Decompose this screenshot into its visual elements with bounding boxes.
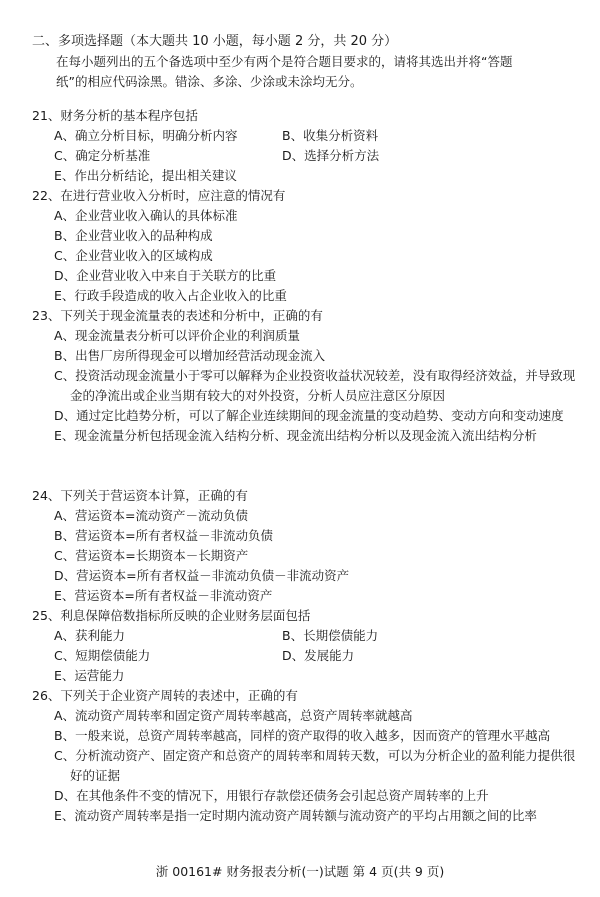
option-a: A、流动资产周转率和固定资产周转率越高，总资产周转率就越高 (54, 708, 413, 723)
option-list (32, 326, 580, 446)
question-stem: 24、下列关于营运资本计算，正确的有 (32, 488, 248, 503)
option-d: D、发展能力 (282, 648, 355, 663)
option-a: A、确立分析目标，明确分析内容 (54, 128, 238, 143)
option-b: B、一般来说，总资产周转率越高，同样的资产取得的收入越多，因而资产的管理水平越高 (54, 728, 551, 743)
option-e: E、营运资本=所有者权益－非流动资产 (54, 588, 273, 603)
option-d: D、通过定比趋势分析，可以了解企业连续期间的现金流量的变动趋势、变动方向和变动速度 (54, 408, 564, 423)
option-d: D、选择分析方法 (282, 148, 380, 163)
question-stem: 25、利息保障倍数指标所反映的企业财务层面包括 (32, 608, 311, 623)
question-26 (32, 686, 580, 826)
option-d: D、在其他条件不变的情况下，用银行存款偿还债务会引起总资产周转率的上升 (54, 788, 489, 803)
option-d: D、营运资本=所有者权益－非流动负债－非流动资产 (54, 568, 350, 583)
option-a: A、现金流量表分析可以评价企业的利润质量 (54, 328, 301, 343)
option-e: E、作出分析结论，提出相关建议 (54, 168, 237, 183)
section-instruction-line1: 在每小题列出的五个备选项中至少有两个是符合题目要求的，请将其选出并将“答题 (56, 54, 513, 69)
question-25 (32, 606, 580, 686)
question-21 (32, 106, 580, 186)
option-e: E、流动资产周转率是指一定时期内流动资产周转额与流动资产的平均占用额之间的比率 (54, 808, 537, 823)
option-a: A、获利能力 (54, 628, 126, 643)
option-b: B、出售厂房所得现金可以增加经营活动现金流入 (54, 348, 326, 363)
option-e: E、现金流量分析包括现金流入结构分析、现金流出结构分析以及现金流入流出结构分析 (54, 428, 537, 443)
section-instruction-line2: 纸”的相应代码涂黑。错涂、多涂、少涂或未涂均无分。 (56, 74, 363, 89)
option-e: E、运营能力 (54, 668, 125, 683)
option-c: C、企业营业收入的区域构成 (54, 248, 213, 263)
option-b: B、企业营业收入的品种构成 (54, 228, 213, 243)
option-list (32, 506, 580, 606)
option-d: D、企业营业收入中来自于关联方的比重 (54, 268, 277, 283)
option-c: C、营运资本=长期资本－长期资产 (54, 548, 249, 563)
option-list (32, 706, 580, 826)
option-e: E、行政手段造成的收入占企业收入的比重 (54, 288, 287, 303)
section-title: 二、多项选择题（本大题共 10 小题，每小题 2 分，共 20 分） (32, 34, 398, 49)
option-c: C、投资活动现金流量小于零可以解释为企业投资收益状况较差，没有取得经济效益，并导致现金的净流出或企业当期有较大的对外投资，分析人员应注意区分原因 (54, 368, 576, 403)
option-a: A、企业营业收入确认的具体标准 (54, 208, 238, 223)
option-b: B、收集分析资料 (282, 128, 379, 143)
option-c: C、确定分析基准 (54, 148, 151, 163)
option-grid (32, 126, 580, 186)
option-list (32, 206, 580, 306)
question-stem: 23、下列关于现金流量表的表述和分析中，正确的有 (32, 308, 323, 323)
question-23 (32, 306, 580, 446)
question-24 (32, 486, 580, 606)
option-grid (32, 626, 580, 686)
question-stem: 22、在进行营业收入分析时，应注意的情况有 (32, 188, 286, 203)
question-22 (32, 186, 580, 306)
option-a: A、营运资本=流动资产－流动负债 (54, 508, 249, 523)
option-b: B、长期偿债能力 (282, 628, 379, 643)
question-stem: 21、财务分析的基本程序包括 (32, 108, 198, 123)
page-footer: 浙 00161# 财务报表分析(一)试题 第 4 页(共 9 页) (155, 864, 445, 879)
option-c: C、短期偿债能力 (54, 648, 151, 663)
option-b: B、营运资本=所有者权益－非流动负债 (54, 528, 274, 543)
option-c: C、分析流动资产、固定资产和总资产的周转率和周转天数，可以为分析企业的盈利能力提供很好的证据 (54, 748, 576, 783)
question-stem: 26、下列关于企业资产周转的表述中，正确的有 (32, 688, 298, 703)
